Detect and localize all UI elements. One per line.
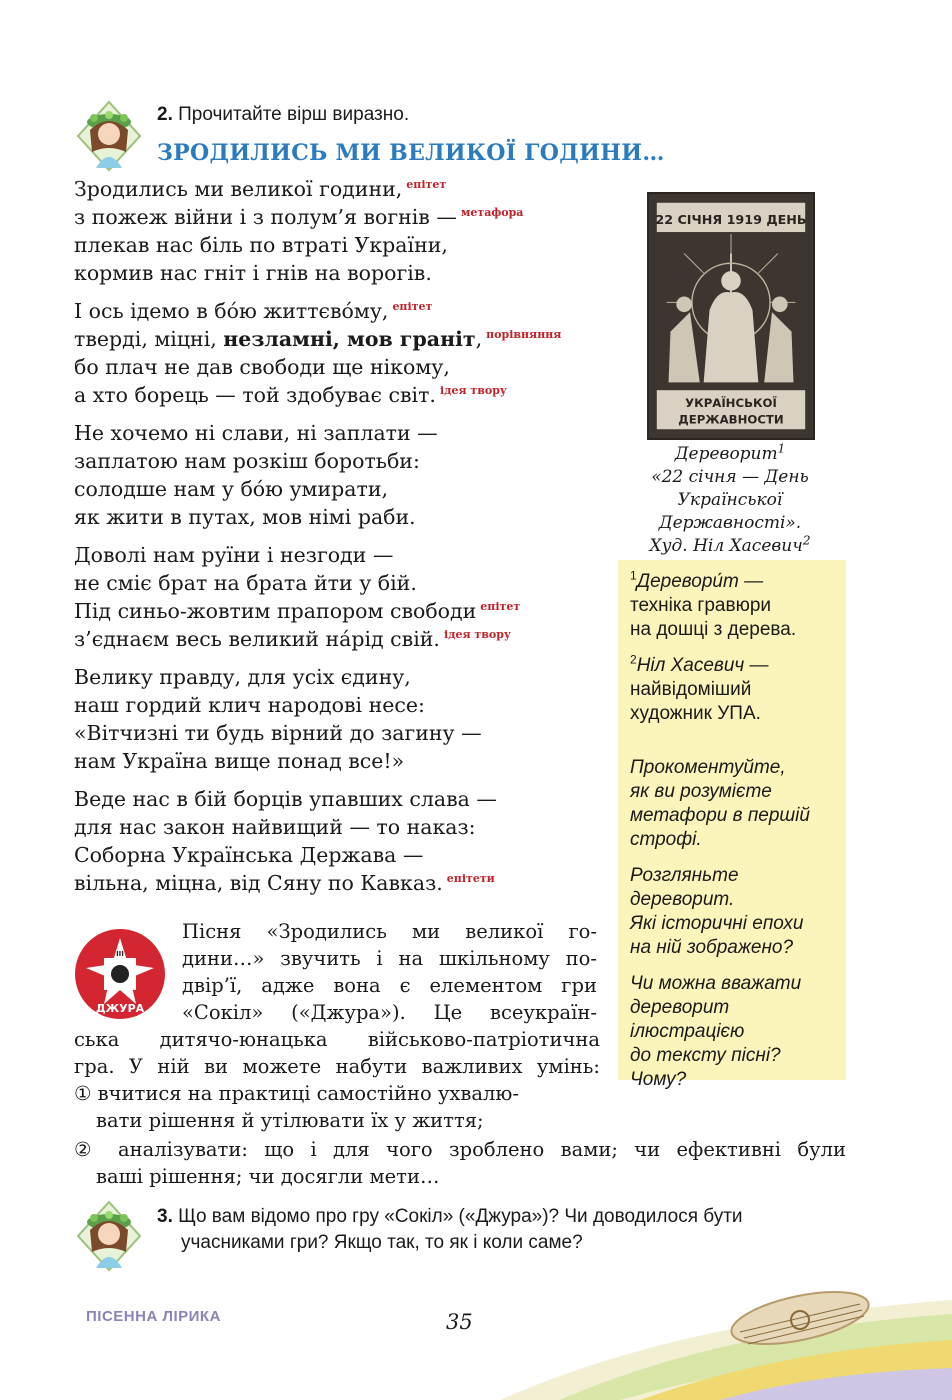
- dzhura-emblem-icon: [74, 928, 166, 1020]
- caption-line: Худ. Ніл Хасевич: [649, 536, 803, 556]
- literary-device-annotation: ідея твору: [439, 384, 507, 398]
- poem-line: [74, 869, 614, 897]
- question-line: до тексту пісні?: [630, 1045, 781, 1066]
- poem-line: [74, 203, 614, 231]
- poem-line-text: Соборна Українська Держава —: [74, 843, 424, 867]
- task-3-line: учасниками гри? Якщо так, то як і коли саме?: [181, 1232, 583, 1253]
- poem-stanza: [74, 175, 614, 287]
- girl-wreath-icon: [76, 1200, 142, 1272]
- poem-line-text: наш гордий клич народові несе:: [74, 693, 425, 717]
- poem-stanza: [74, 541, 614, 653]
- caption-line: Дереворит: [674, 444, 778, 464]
- poem-stanza: [74, 785, 614, 897]
- emblem-label: ДЖУРА: [95, 1002, 145, 1015]
- poem-line: [74, 447, 614, 475]
- question-line: Які історичні епохи: [630, 913, 804, 934]
- poem-line-text: плекав нас біль по втраті України,: [74, 233, 448, 257]
- prose-paragraph: [74, 1026, 600, 1134]
- woodcut-bottom-text-2: ДЕРЖАВНОСТИ: [678, 412, 784, 427]
- footnote-mark: 1: [630, 568, 637, 583]
- prose-line: гра. У ній ви можете набути важливих умінь:: [74, 1055, 600, 1078]
- caption-line: Державності».: [658, 513, 802, 533]
- prose-list-item-2: [74, 1136, 846, 1190]
- woodcut-bottom-text-1: УКРАЇНСЬКОЇ: [685, 395, 777, 410]
- poem-line: [74, 719, 614, 747]
- footnote-term: Ніл Хасевич —: [636, 655, 769, 676]
- poem-line: [74, 297, 614, 325]
- list-item-2: ② аналізувати: що і для чого зроблено вами; чи ефективні були: [74, 1138, 846, 1161]
- literary-device-annotation: порівняння: [486, 328, 562, 342]
- sidebar-notes: [618, 560, 846, 1090]
- literary-device-annotation: епітети: [446, 872, 495, 886]
- question-line: ілюстрацією: [630, 1021, 745, 1042]
- poem-stanza: [74, 297, 614, 409]
- woodcut-image: [647, 192, 815, 440]
- footnote-line: на дошці з дерева.: [630, 619, 797, 640]
- question-line: як ви розумієте: [630, 781, 772, 802]
- literary-device-annotation: ідея твору: [443, 628, 511, 642]
- section-label: ПІСЕННА ЛІРИКА: [86, 1308, 221, 1325]
- poem: [74, 175, 614, 907]
- poem-line-text: як жити в путах, мов німі раби.: [74, 505, 416, 529]
- poem-line-text: Зродились ми великої години,: [74, 177, 403, 201]
- literary-device-annotation: епітет: [406, 178, 447, 192]
- prose-line: Пісня «Зродились ми великої го-: [182, 920, 597, 943]
- poem-line-text: І ось ідемо в бо́ю життєво́му,: [74, 299, 389, 323]
- poem-line: [74, 747, 614, 775]
- poem-line: [74, 419, 614, 447]
- poem-line: [74, 259, 614, 287]
- poem-line-text: вільна, міцна, від Сяну по Кавказ.: [74, 871, 443, 895]
- question-line: Чому?: [630, 1069, 687, 1090]
- caption-line: Української: [677, 490, 783, 510]
- poem-line: [74, 503, 614, 531]
- poem-line: [74, 325, 614, 353]
- question-1: [630, 756, 834, 852]
- footnote-line: художник УПА.: [630, 703, 761, 724]
- poem-line-text: з пожеж війни і з полум’я вогнів —: [74, 205, 457, 229]
- poem-line-text: Не хочемо ні слави, ні заплати —: [74, 421, 438, 445]
- task-2: [157, 102, 409, 128]
- emblem-center-text: ІІІ: [116, 950, 124, 958]
- poem-title: ЗРОДИЛИСЬ МИ ВЕЛИКОЇ ГОДИНИ…: [157, 140, 665, 166]
- poem-line-text: солодше нам у бо́ю умирати,: [74, 477, 389, 501]
- poem-line-text: а хто борець — той здобуває світ.: [74, 383, 436, 407]
- caption-footnote-mark: 2: [802, 533, 811, 548]
- caption-footnote-mark: 1: [777, 441, 786, 456]
- poem-line-text: Доволі нам руїни і незгоди —: [74, 543, 394, 567]
- task-2-number: 2.: [157, 104, 173, 125]
- poem-line-bold: незламні, мов граніт: [223, 327, 476, 351]
- girl-wreath-icon: [76, 100, 142, 172]
- question-line: Чи можна вважати: [630, 973, 802, 994]
- question-line: дереворит.: [630, 889, 735, 910]
- poem-line-text: кормив нас гніт і гнів на ворогів.: [74, 261, 432, 285]
- poem-line-text: з’єднаєм весь великий на́рід свій.: [74, 627, 440, 651]
- poem-line-text: бо плач не дав свободи ще нікому,: [74, 355, 450, 379]
- literary-device-annotation: метафора: [460, 206, 524, 220]
- literary-device-annotation: епітет: [480, 600, 521, 614]
- poem-line: [74, 785, 614, 813]
- poem-line-text: Велику правду, для усіх єдину,: [74, 665, 411, 689]
- poem-line-text: Під синьо-жовтим прапором свободи: [74, 599, 477, 623]
- poem-line: [74, 597, 614, 625]
- question-line: строфі.: [630, 829, 702, 850]
- poem-line-text: нам Україна вище понад все!»: [74, 749, 405, 773]
- poem-line: [74, 569, 614, 597]
- poem-line-text: Веде нас в бій борців упавших слава —: [74, 787, 497, 811]
- prose-line: двір’ї, адже вона є елементом гри: [182, 974, 597, 997]
- footnote-term: Деревори́т —: [636, 571, 764, 592]
- poem-line: [74, 475, 614, 503]
- poem-line: [74, 813, 614, 841]
- poem-line: [74, 381, 614, 409]
- task-3-line: Що вам відомо про гру «Сокіл» («Джура»)? Чи доводилося бути: [172, 1206, 743, 1227]
- question-line: на ній зображено?: [630, 937, 794, 958]
- woodcut-top-text: 22 СІЧНЯ 1919 ДЕНЬ: [655, 212, 807, 228]
- prose-line: «Сокіл» («Джура»). Це всеукраїн-: [182, 1001, 597, 1024]
- footnote-1: [630, 570, 834, 642]
- prose-line: дини…» звучить і на шкільному по-: [182, 947, 597, 970]
- caption-line: «22 січня — День: [651, 467, 809, 487]
- poem-line-text: тверді, міцні,: [74, 327, 224, 351]
- poem-line: [74, 175, 614, 203]
- task-3: [157, 1204, 847, 1256]
- poem-line: [74, 353, 614, 381]
- question-line: Прокоментуйте,: [630, 757, 786, 778]
- question-2: [630, 864, 834, 960]
- poem-line: [74, 691, 614, 719]
- poem-stanza: [74, 419, 614, 531]
- bandura-decoration-icon: [500, 1280, 952, 1400]
- literary-device-annotation: епітет: [392, 300, 433, 314]
- task-2-text: Прочитайте вірш виразно.: [172, 104, 410, 125]
- prose-paragraph-indented: [182, 918, 597, 1026]
- question-line: метафори в першій: [630, 805, 810, 826]
- poem-line: [74, 541, 614, 569]
- task-3-number: 3.: [157, 1206, 173, 1227]
- list-item-1-cont: вати рішення й утілювати їх у життя;: [96, 1109, 484, 1132]
- footnote-line: найвідоміший: [630, 679, 752, 700]
- footnote-mark: 2: [630, 652, 637, 667]
- list-item-2-cont: ваші рішення; чи досягли мети…: [96, 1165, 440, 1188]
- poem-line-text: для нас закон найвищий — то наказ:: [74, 815, 476, 839]
- poem-line-text: «Вітчизні ти будь вірний до загину —: [74, 721, 482, 745]
- list-item-1: ① вчитися на практиці самостійно ухвалю-: [74, 1082, 519, 1105]
- poem-line-text: ,: [475, 327, 483, 351]
- poem-line: [74, 625, 614, 653]
- poem-line-text: не сміє брат на брата йти у бій.: [74, 571, 417, 595]
- poem-line: [74, 231, 614, 259]
- footnote-2: [630, 654, 834, 726]
- prose-line: ська дитячо-юнацька військово-патріотична: [74, 1028, 600, 1051]
- question-line: Розгляньте: [630, 865, 739, 886]
- page-number: 35: [446, 1310, 473, 1334]
- poem-stanza: [74, 663, 614, 775]
- poem-line: [74, 663, 614, 691]
- question-line: дереворит: [630, 997, 730, 1018]
- poem-line-text: заплатою нам розкіш боротьби:: [74, 449, 420, 473]
- woodcut-caption: [620, 443, 840, 558]
- poem-line: [74, 841, 614, 869]
- footnote-line: техніка гравюри: [630, 595, 772, 616]
- question-3: [630, 972, 834, 1092]
